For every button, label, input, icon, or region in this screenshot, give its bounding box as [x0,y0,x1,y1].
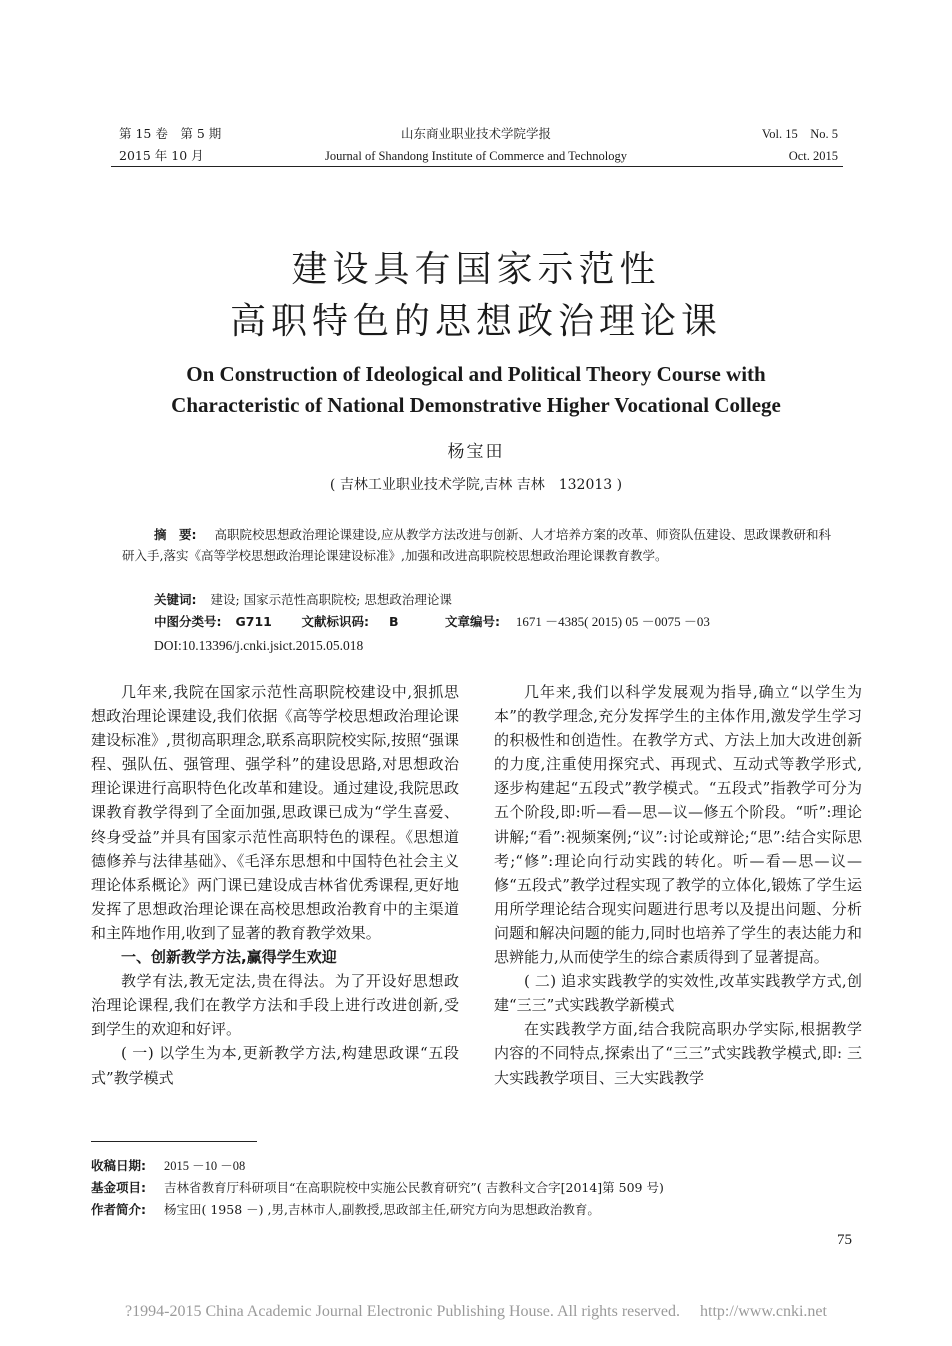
abstract-label: 摘 要: [154,527,197,542]
author-bio-value: 杨宝田( 1958 －) ,男,吉林市人,副教授,思政部主任,研究方向为思想政治教育。 [163,1202,600,1217]
article-no-value: 1671 －4385( 2015) 05 －0075 －03 [515,614,710,629]
classification [154,611,710,632]
page-number: 75 [837,1232,852,1248]
header-journal-en: Journal of Shandong Institute of Commerce and Technology [325,149,627,163]
title-en-line2: Characteristic of National Demonstrative Higher Vocational College [171,393,781,417]
subsection-heading-2: ( 二) 追求实践教学的实效性,改革实践教学方式,创建“三三”式实践教学新模式 [494,972,862,1015]
left-column [91,680,459,1090]
abstract [122,524,836,566]
title-en-line1: On Construction of Ideological and Political Theory Course with [186,362,766,386]
article-no-label: 文章编号: [444,614,500,629]
clc-label: 中图分类号: [154,614,222,629]
keywords [154,589,452,610]
fund-label: 基金项目: [91,1180,146,1195]
title-cn-line1: 建设具有国家示范性 [291,249,661,290]
footnote-author-bio [91,1199,600,1220]
keywords-text: 建设; 国家示范性高职院校; 思想政治理论课 [210,592,452,607]
header-date-cn: 2015 年 10 月 [119,148,204,163]
received-label: 收稿日期: [91,1158,146,1173]
section-heading-1: 一、创新教学方法,赢得学生欢迎 [121,948,337,967]
header-vol-en: Vol. 15 No. 5 [761,127,838,141]
footnote-rule [91,1141,257,1142]
received-value: 2015 －10 －08 [163,1159,246,1173]
right-para-2: 在实践教学方面,结合我院高职办学实际,根据教学内容的不同特点,探索出了“三三”式实践教学模式,即: 三大实践教学项目、三大实践教学 [494,1020,862,1087]
header-date-en: Oct. 2015 [788,149,838,163]
fund-value: 吉林省教育厅科研项目“在高职院校中实施公民教育研究”( 吉教科文合字[2014]第 509 号) [163,1180,664,1195]
right-para-1: 几年来,我们以科学发展观为指导,确立“以学生为本”的教学理念,充分发挥学生的主体作用,激发学生学习的积极性和创造性。在教学方式、方法上加大改进创新的力度,注重使用探究式、再现式、互动式等教学形式,逐步构建起“五段式”教学模式。“五段式”指教学可分为五个阶段,即:听—看—思—议—修五个阶段。“听”:理论讲解;“看”:视频案例;“议”:讨论或辩论;“思”:结合实际思考;“修”:理论向行动实践的转化。听—看—思—议—修“五段式”教学过程实现了教学的立体化,锻炼了学生运用所学理论结合现实问题进行思考以及提出问题、分析问题和解决问题的能力,同时也培养了学生的表达能力和思辨能力,从而使学生的综合素质得到了显著提高。 [494,683,862,967]
footnote-fund [91,1177,664,1198]
doc-code-value: B [388,614,399,629]
header-rule [111,166,843,167]
author-affiliation: ( 吉林工业职业技术学院,吉林 吉林 132013 ) [329,477,623,493]
title-cn-line2: 高职特色的思想政治理论课 [229,301,722,342]
subsection-heading-1: ( 一) 以学生为本,更新教学方法,构建思政课“五段式”教学模式 [91,1044,459,1087]
header-issue-cn: 第 15 卷 第 5 期 [119,126,222,141]
author-name: 杨宝田 [447,442,505,462]
author-bio-label: 作者简介: [91,1202,146,1217]
keywords-label: 关键词: [154,592,197,607]
header-journal-cn: 山东商业职业技术学院学报 [400,126,551,141]
clc-value: G711 [235,614,272,629]
doc-code-label: 文献标识码: [301,614,369,629]
left-para-1: 几年来,我院在国家示范性高职院校建设中,狠抓思想政治理论课建设,我们依据《高等学校思想政治理论课建设标准》,贯彻高职理念,联系高职院校实际,按照“强课程、强队伍、强管理、强学科”的建设思路,对思想政治理论课进行高职特色化改革和建设。通过建设,我院思政课教育教学得到了全面加强,思政课已成为“学生喜爱、终身受益”并具有国家示范性高职特色的课程。《思想道德修养与法律基础》、《毛泽东思想和中国特色社会主义理论体系概论》两门课已建设成吉林省优秀课程,更好地发挥了思想政治理论课在高校思想政治教育中的主渠道和主阵地作用,收到了显著的教育教学效果。 [91,683,459,942]
footnote-received [91,1155,245,1177]
copyright-watermark: ?1994-2015 China Academic Journal Electronic Publishing House. All rights reserved. http://www.cnki.net [125,1303,827,1320]
abstract-text: 高职院校思想政治理论课建设,应从教学方法改进与创新、人才培养方案的改革、师资队伍建设、思政课教研和科研入手,落实《高等学校思想政治理论课建设标准》,加强和改进高职院校思想政治理论课教育教学。 [122,527,831,563]
left-para-2: 教学有法,教无定法,贵在得法。为了开设好思想政治理论课程,我们在教学方法和手段上进行改进创新,受到学生的欢迎和好评。 [91,972,459,1039]
right-column [494,680,862,1090]
doi: DOI:10.13396/j.cnki.jsict.2015.05.018 [154,638,364,653]
